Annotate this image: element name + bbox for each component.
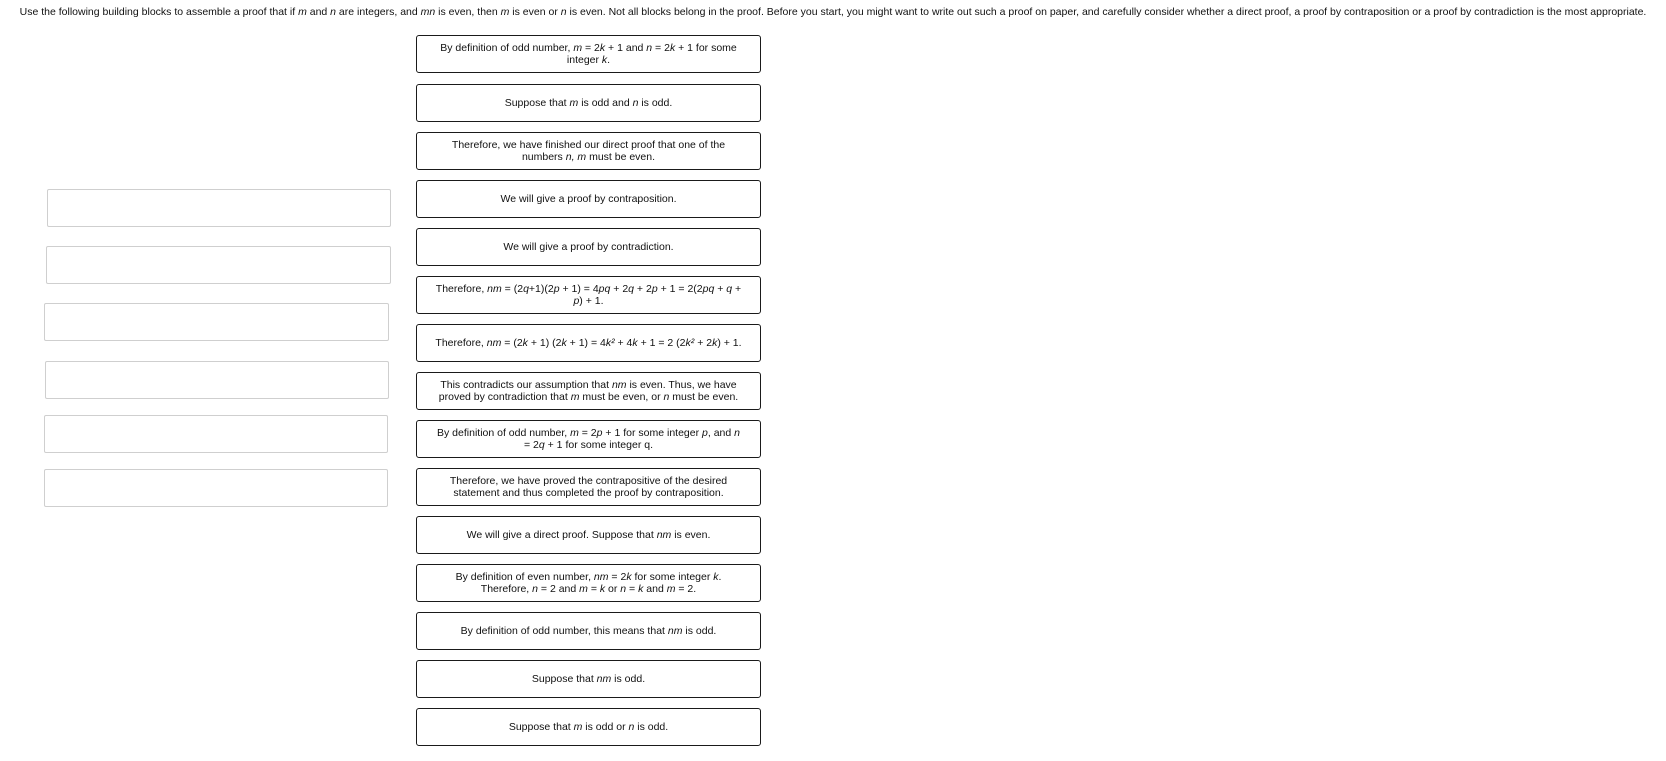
proof-block-product-pq[interactable] (416, 276, 761, 314)
math-variable: n (532, 583, 538, 595)
text-segment: + 1 for some integer (566, 42, 737, 66)
math-variable: n (632, 97, 639, 109)
text-segment: is even. Not all blocks belong in the proof. Before you start, you might want to write out such a proof on paper, and carefully consider whether a direct proof, a proof by contraposition or a proof by contradiction is the most appropriate. (566, 6, 1647, 18)
math-variable: k (599, 583, 606, 595)
math-variable: nm (667, 625, 683, 637)
text-segment: Suppose that (504, 97, 570, 109)
proof-block-def-odd-k[interactable] (416, 35, 761, 73)
text-segment: is odd. (611, 673, 646, 685)
math-variable: n (646, 42, 653, 54)
math-variable: q (538, 439, 545, 451)
text-segment: = 2 (578, 427, 597, 439)
drop-slot-4[interactable] (45, 361, 389, 399)
text-segment: By definition of even number, (455, 571, 594, 583)
text-segment: + 1 = 2(2 (657, 283, 703, 295)
text-segment: must be even. (586, 151, 656, 163)
proof-block-suppose-m-and-n-odd[interactable] (416, 84, 761, 122)
text-segment: = (2 (501, 283, 524, 295)
math-variable: k (632, 337, 638, 349)
text-segment: is odd. (638, 97, 673, 109)
text-segment: Therefore, (435, 337, 487, 349)
math-variable: n (620, 583, 627, 595)
math-variable: nm (611, 379, 627, 391)
text-segment: By definition of odd number, (437, 427, 571, 439)
text-segment: is odd. (634, 721, 669, 733)
drop-slot-6[interactable] (44, 469, 388, 507)
drop-slot-5[interactable] (44, 415, 388, 453)
proof-block-finished-direct[interactable] (416, 132, 761, 170)
text-segment: This contradicts our assumption that (440, 379, 612, 391)
math-variable: m (500, 6, 510, 18)
text-segment: By definition of odd number, (440, 42, 574, 54)
math-variable: m (570, 427, 579, 439)
text-segment: = 2 (582, 42, 600, 54)
math-variable: k (626, 571, 632, 583)
text-segment: or (605, 583, 621, 595)
math-variable: m (570, 391, 580, 403)
math-variable: nm (593, 571, 609, 583)
text-segment: is even or (509, 6, 561, 18)
text-segment: = 2. (675, 583, 697, 595)
math-variable: nm (656, 529, 672, 541)
text-segment: = 2 and (537, 583, 580, 595)
math-variable: q (523, 283, 529, 295)
proof-block-suppose-m-or-n-odd[interactable] (416, 708, 761, 746)
text-segment: Therefore, we have finished our direct proof that one of the numbers (451, 139, 726, 163)
math-variable: k (561, 337, 567, 349)
math-variable: m (298, 6, 307, 18)
text-segment: = 2 (652, 42, 670, 54)
text-segment: is even, then (435, 6, 501, 18)
text-segment: = (2 (501, 337, 523, 349)
text-segment: + 1) (2 (527, 337, 562, 349)
text-segment: are integers, and (336, 6, 421, 18)
text-segment: is odd. (682, 625, 717, 637)
math-variable: k (601, 54, 608, 66)
text-segment: ) + 1. (717, 337, 742, 349)
math-variable: k (669, 42, 676, 54)
math-variable: m (573, 42, 583, 54)
text-segment: . Therefore, (480, 571, 722, 595)
math-variable: m (569, 97, 579, 109)
text-segment: + (714, 283, 727, 295)
math-variable: q (726, 283, 733, 295)
proof-block-direct-proof[interactable] (416, 516, 761, 554)
drop-slot-3[interactable] (44, 303, 389, 341)
text-segment: and (643, 583, 667, 595)
math-variable: k (713, 571, 719, 583)
math-variable: nm (596, 673, 612, 685)
math-variable: m (579, 583, 588, 595)
math-variable: nm (486, 337, 502, 349)
text-segment: = 2 (523, 439, 539, 451)
math-variable: nm (487, 283, 502, 295)
text-segment: We will give a direct proof. Suppose that (466, 529, 657, 541)
text-segment: + 1) = 4 (559, 283, 599, 295)
proof-block-suppose-nm-odd[interactable] (416, 660, 761, 698)
math-variable: n (663, 391, 670, 403)
math-variable: p (553, 283, 560, 295)
math-variable: m (573, 721, 583, 733)
text-segment: = (626, 583, 639, 595)
math-variable: k (712, 337, 718, 349)
text-segment: We will give a proof by contraposition. (500, 193, 677, 205)
math-variable: n (330, 6, 337, 18)
proof-block-def-even[interactable] (416, 564, 761, 602)
text-segment: , and (707, 427, 735, 439)
text-segment: By definition of odd number, this means that (460, 625, 668, 637)
math-variable: k² (685, 337, 695, 349)
math-variable: k (638, 583, 644, 595)
instructions-text (0, 5, 1666, 19)
proof-block-product-k[interactable] (416, 324, 761, 362)
math-variable: k (599, 42, 606, 54)
text-segment: + 1 for some integer (602, 427, 703, 439)
math-variable: n, m (565, 151, 587, 163)
math-variable: p (651, 283, 658, 295)
text-segment: Use the following building blocks to assemble a proof that if (19, 6, 299, 18)
text-segment: + 2 (634, 283, 652, 295)
text-segment: must be even. (669, 391, 739, 403)
text-segment: Suppose that (508, 721, 574, 733)
text-segment: + 4 (614, 337, 633, 349)
proof-block-contradicts-assumption[interactable] (416, 372, 761, 410)
text-segment: = (587, 583, 600, 595)
math-variable: mn (420, 6, 436, 18)
text-segment: Therefore, (435, 283, 488, 295)
math-variable: pq (702, 283, 715, 295)
proof-block-contradiction[interactable] (416, 228, 761, 266)
text-segment: + (732, 283, 742, 295)
text-segment: is odd and (578, 97, 633, 109)
text-segment: + 2 (610, 283, 629, 295)
proof-block-def-odd-pq[interactable] (416, 420, 761, 458)
math-variable: pq (598, 283, 611, 295)
text-segment: is even. (671, 529, 711, 541)
text-segment: + 1 for some integer q. (544, 439, 653, 451)
proof-block-proved-contrapositive[interactable] (416, 468, 761, 506)
text-segment: We will give a proof by contradiction. (503, 241, 674, 253)
math-variable: p (702, 427, 708, 439)
text-segment: . (607, 54, 611, 66)
math-variable: n (628, 721, 635, 733)
math-variable: n (560, 6, 567, 18)
proof-block-contraposition[interactable] (416, 180, 761, 218)
math-variable: p (573, 295, 580, 307)
text-segment: for some integer (631, 571, 714, 583)
text-segment: + 1) = 4 (566, 337, 606, 349)
drop-slot-1[interactable] (47, 189, 391, 227)
text-segment: Suppose that (531, 673, 597, 685)
math-variable: q (628, 283, 635, 295)
math-variable: k (522, 337, 528, 349)
text-segment: is even. Thus, we have proved by contradiction that (438, 379, 737, 403)
text-segment: is odd or (582, 721, 629, 733)
math-variable: k² (605, 337, 615, 349)
text-segment: = 2 (608, 571, 627, 583)
math-variable: m (666, 583, 676, 595)
text-segment: + 1 and (605, 42, 647, 54)
text-segment: Therefore, we have proved the contrapositive of the desired statement and thus completed the proof by contraposition. (449, 475, 728, 499)
text-segment: +1)(2 (528, 283, 554, 295)
text-segment: + 1 = 2 (2 (637, 337, 686, 349)
drop-slot-2[interactable] (46, 246, 391, 284)
text-segment: must be even, or (579, 391, 664, 403)
text-segment: + 2 (694, 337, 713, 349)
math-variable: n (734, 427, 740, 439)
proof-block-nm-is-odd[interactable] (416, 612, 761, 650)
text-segment: ) + 1. (579, 295, 604, 307)
math-variable: p (596, 427, 603, 439)
text-segment: and (306, 6, 331, 18)
